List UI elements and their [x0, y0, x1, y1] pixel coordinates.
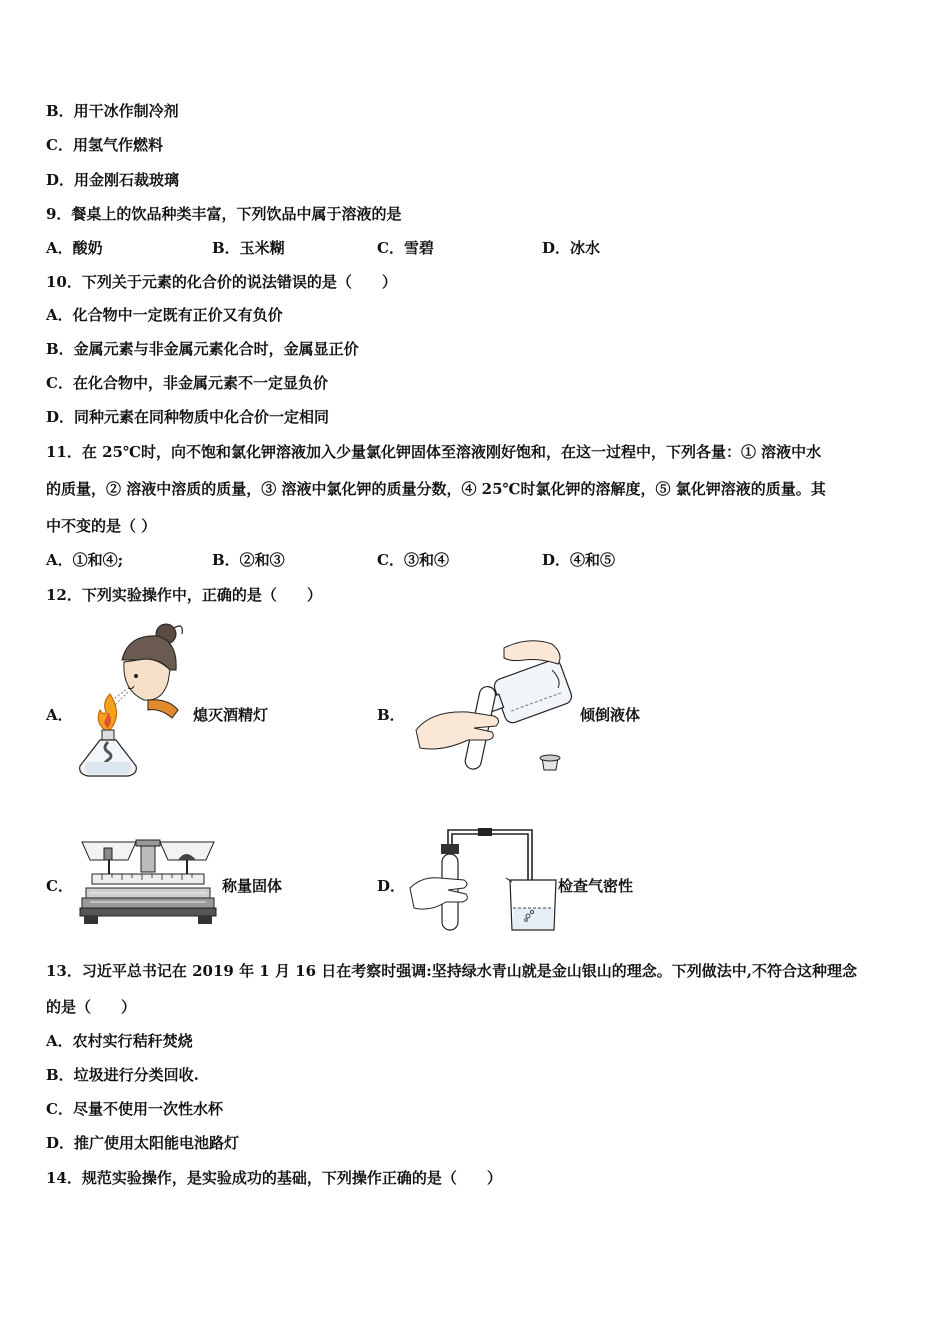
q14-stem: 14．规范实验操作，是实验成功的基础，下列操作正确的是（ ） — [46, 1169, 502, 1187]
q13-stem-line2: 的是（ ） — [46, 998, 137, 1016]
q12-stem: 12．下列实验操作中，正确的是（ ） — [46, 586, 322, 604]
q12-figure-c — [78, 838, 218, 932]
q12-figure-a — [78, 620, 188, 782]
q12-figure-b — [412, 630, 582, 780]
q9-option-d: D．冰水 — [542, 239, 601, 257]
blow-out-alcohol-lamp-illustration — [78, 620, 188, 782]
q13-option-b: B．垃圾进行分类回收. — [46, 1066, 199, 1084]
q10-option-b: B．金属元素与非金属元素化合时，金属显正价 — [46, 340, 359, 358]
q12-option-c-caption: 称量固体 — [222, 877, 283, 895]
q12-option-d-label: D． — [377, 877, 406, 895]
q9-option-b: B．玉米糊 — [212, 239, 285, 257]
q11-option-a: A．①和④; — [46, 551, 124, 569]
q13-option-c: C．尽量不使用一次性水杯 — [46, 1100, 223, 1118]
q12-option-c-label: C． — [46, 877, 73, 895]
q8-option-b: B．用干冰作制冷剂 — [46, 102, 179, 120]
q13-stem-line1: 13．习近平总书记在 2019 年 1 月 16 日在考察时强调:坚持绿水青山就是金山银山的理念。下列做法中,不符合这种理念 — [46, 962, 858, 980]
q9-option-c: C．雪碧 — [377, 239, 434, 257]
q11-option-b: B．②和③ — [212, 551, 285, 569]
q9-stem: 9．餐桌上的饮品种类丰富，下列饮品中属于溶液的是 — [46, 205, 402, 223]
q8-option-c: C．用氢气作燃料 — [46, 136, 163, 154]
q10-stem: 10．下列关于元素的化合价的说法错误的是（ ） — [46, 273, 397, 291]
q10-option-d: D．同种元素在同种物质中化合价一定相同 — [46, 408, 330, 426]
q11-stem-line2: 的质量，② 溶液中溶质的质量，③ 溶液中氯化钾的质量分数，④ 25℃时氯化钾的溶解度，⑤ 氯化钾溶液的质量。其 — [46, 480, 826, 498]
q11-stem-line3: 中不变的是（ ） — [46, 517, 157, 535]
q12-option-d-caption: 检查气密性 — [558, 877, 634, 895]
q12-option-b-label: B． — [377, 706, 405, 724]
q12-figure-d — [408, 826, 558, 934]
q8-option-d: D．用金刚石裁玻璃 — [46, 171, 180, 189]
q12-option-b-caption: 倾倒液体 — [580, 706, 641, 724]
q10-option-c: C．在化合物中，非金属元素不一定显负价 — [46, 374, 328, 392]
balance-scale-illustration — [78, 838, 218, 932]
q11-stem-line1: 11．在 25℃时，向不饱和氯化钾溶液加入少量氯化钾固体至溶液刚好饱和，在这一过程中，下列各量：① 溶液中水 — [46, 443, 822, 461]
q13-option-d: D．推广使用太阳能电池路灯 — [46, 1134, 240, 1152]
q12-option-a-label: A． — [46, 706, 73, 724]
q11-option-d: D．④和⑤ — [542, 551, 616, 569]
q11-option-c: C．③和④ — [377, 551, 449, 569]
airtightness-check-illustration — [408, 826, 558, 934]
q12-option-a-caption: 熄灭酒精灯 — [193, 706, 269, 724]
q10-option-a: A．化合物中一定既有正价又有负价 — [46, 306, 283, 324]
q9-option-a: A．酸奶 — [46, 239, 103, 257]
q13-option-a: A．农村实行秸秆焚烧 — [46, 1032, 193, 1050]
pour-liquid-illustration — [412, 630, 582, 780]
